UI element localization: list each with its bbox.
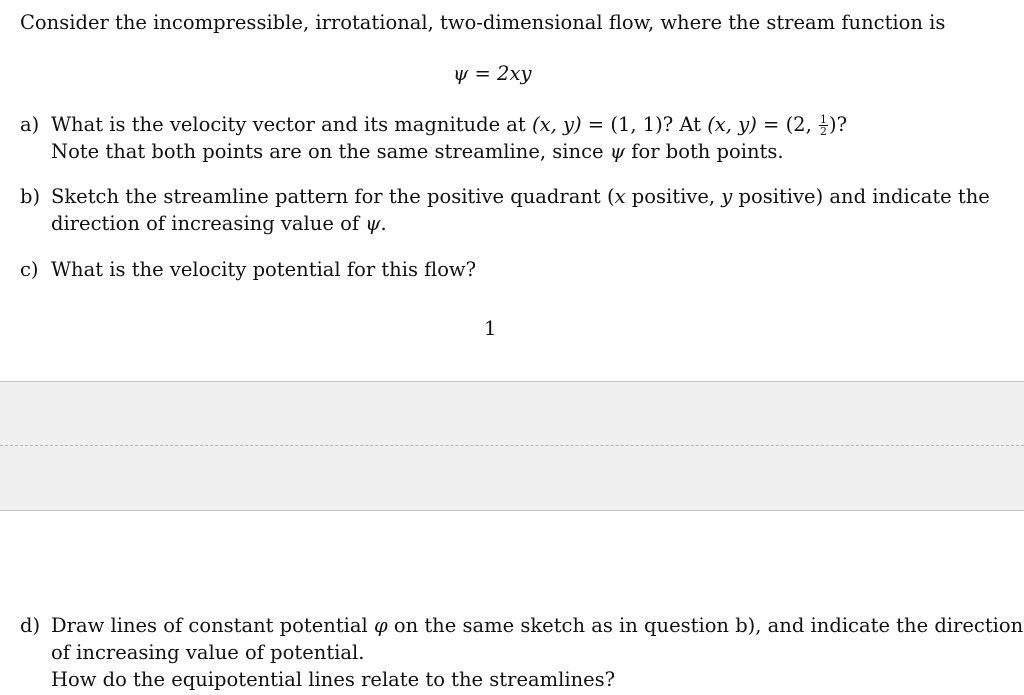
- question-d-text: Draw lines of constant potential: [51, 614, 374, 637]
- phi-symbol: φ: [373, 614, 388, 637]
- question-d: [20, 612, 1023, 693]
- question-a-text: What is the velocity vector and its magnitude at: [51, 113, 532, 136]
- question-b: [20, 183, 990, 237]
- equation-lhs: ψ: [453, 62, 469, 85]
- question-b-label: b): [20, 185, 41, 208]
- intro-text: Consider the incompressible, irrotational, two-dimensional flow, where the stream function is: [20, 11, 946, 34]
- page-break-divider: [0, 445, 1024, 446]
- question-c: [20, 256, 476, 283]
- equation-rhs: 2xy: [497, 62, 532, 85]
- fraction-numerator: 1: [820, 113, 827, 126]
- question-b-text-mid: positive,: [625, 185, 722, 208]
- point2-value-start: = (2,: [756, 113, 818, 136]
- question-a-label: a): [20, 113, 40, 136]
- question-b-line2: [20, 210, 990, 237]
- fraction-denominator: 2: [820, 125, 827, 138]
- psi-symbol: ψ: [609, 140, 626, 163]
- question-a-note: Note that both points are on the same streamline, since: [51, 140, 610, 163]
- question-b-line2-text: direction of increasing value of: [51, 212, 366, 235]
- question-c-text: What is the velocity potential for this flow?: [51, 258, 477, 281]
- equation-equals: =: [468, 62, 498, 85]
- point2-vars: (x, y): [707, 113, 757, 136]
- question-b-line2-end: .: [380, 212, 387, 235]
- question-d-line3: How do the equipotential lines relate to the streamlines?: [51, 668, 616, 691]
- page-number: 1: [484, 317, 497, 340]
- y-variable: y: [721, 185, 733, 208]
- question-d-label: d): [20, 614, 41, 637]
- question-a-line1: [20, 111, 847, 138]
- question-a: [20, 111, 847, 165]
- question-d-text-end: on the same sketch as in question b), and indicate the direction: [387, 614, 1024, 637]
- question-a-note-end: for both points.: [625, 140, 784, 163]
- question-b-text-end: positive) and indicate the: [732, 185, 990, 208]
- question-a-line2: [20, 138, 847, 165]
- page-break-gap: [0, 381, 1024, 511]
- question-d-line1: [20, 612, 1023, 639]
- stream-function-equation: [453, 60, 531, 87]
- question-b-text: Sketch the streamline pattern for the positive quadrant (: [51, 185, 615, 208]
- point1-value: = (1, 1)? At: [581, 113, 708, 136]
- question-b-line1: [20, 183, 990, 210]
- point2-value-end: )?: [829, 113, 848, 136]
- question-c-label: c): [20, 258, 39, 281]
- fraction-one-half: [819, 114, 828, 137]
- x-variable: x: [614, 185, 626, 208]
- psi-symbol: ψ: [365, 212, 381, 235]
- point1-vars: (x, y): [531, 113, 582, 136]
- question-d-line2: of increasing value of potential.: [51, 641, 365, 664]
